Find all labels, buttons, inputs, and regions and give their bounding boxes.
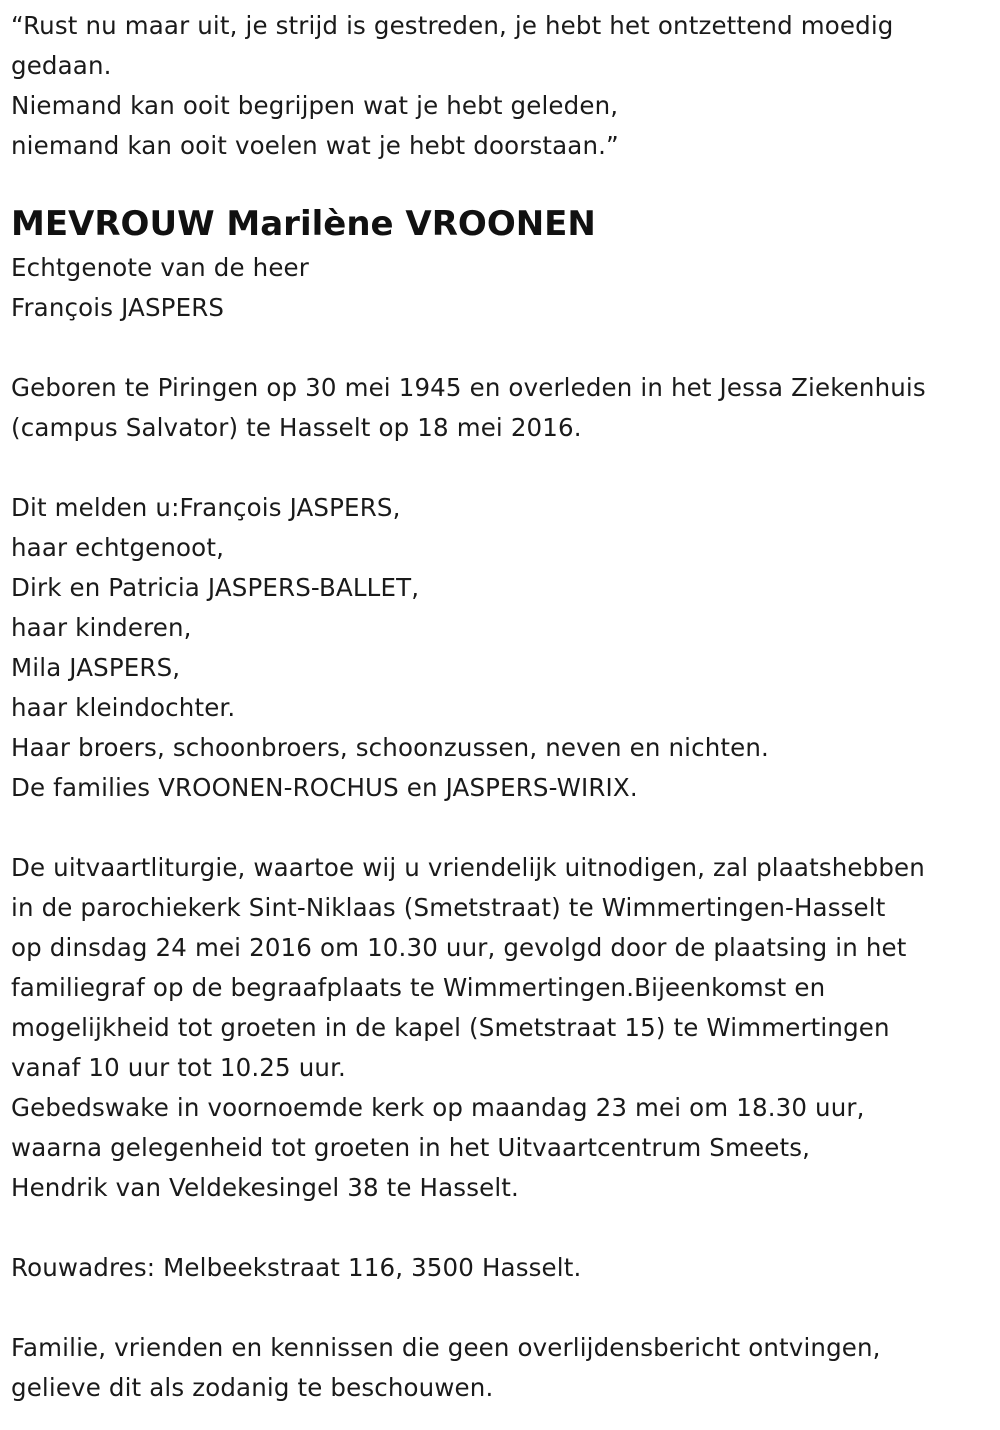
announcer-line: haar echtgenoot, bbox=[11, 533, 225, 562]
announcer-line: Dit melden u:François JASPERS, bbox=[11, 493, 401, 522]
ceremony-line: in de parochiekerk Sint-Niklaas (Smetstraat) te Wimmertingen-Hasselt bbox=[11, 893, 886, 922]
announcer-line: Haar broers, schoonbroers, schoonzussen, neven en nichten. bbox=[11, 733, 769, 762]
paragraph-gap bbox=[11, 1288, 996, 1328]
obituary-notice bbox=[11, 6, 996, 1408]
ceremony-line: mogelijkheid tot groeten in de kapel (Smetstraat 15) te Wimmertingen bbox=[11, 1013, 890, 1042]
quote-line: niemand kan ooit voelen wat je hebt doorstaan.” bbox=[11, 131, 619, 160]
ceremony-line: waarna gelegenheid tot groeten in het Uitvaartcentrum Smeets, bbox=[11, 1133, 811, 1162]
quote-line: Niemand kan ooit begrijpen wat je hebt geleden, bbox=[11, 91, 619, 120]
paragraph-gap bbox=[11, 808, 996, 848]
ceremony-line: Hendrik van Veldekesingel 38 te Hasselt. bbox=[11, 1173, 519, 1202]
address-block bbox=[11, 1248, 996, 1288]
announcer-line: Mila JASPERS, bbox=[11, 653, 181, 682]
ceremony-line: familiegraf op de begraafplaats te Wimmertingen.Bijeenkomst en bbox=[11, 973, 826, 1002]
closing-line: Familie, vrienden en kennissen die geen overlijdensbericht ontvingen, bbox=[11, 1333, 881, 1362]
mourning-address: Rouwadres: Melbeekstraat 116, 3500 Hasselt. bbox=[11, 1253, 582, 1282]
ceremony-line: op dinsdag 24 mei 2016 om 10.30 uur, gevolgd door de plaatsing in het bbox=[11, 933, 907, 962]
announcer-line: haar kinderen, bbox=[11, 613, 192, 642]
announcer-line: Dirk en Patricia JASPERS-BALLET, bbox=[11, 573, 420, 602]
closing-line: gelieve dit als zodanig te beschouwen. bbox=[11, 1373, 494, 1402]
quote-block bbox=[11, 6, 996, 166]
spouse-line: Echtgenote van de heer bbox=[11, 253, 309, 282]
quote-line: “Rust nu maar uit, je strijd is gestreden, je hebt het ontzettend moedig bbox=[11, 11, 894, 40]
birth-death-line: (campus Salvator) te Hasselt op 18 mei 2016. bbox=[11, 413, 582, 442]
birth-death-line: Geboren te Piringen op 30 mei 1945 en overleden in het Jessa Ziekenhuis bbox=[11, 373, 926, 402]
announcer-line: De families VROONEN-ROCHUS en JASPERS-WIRIX. bbox=[11, 773, 638, 802]
birth-death-block bbox=[11, 368, 996, 448]
ceremony-line: vanaf 10 uur tot 10.25 uur. bbox=[11, 1053, 346, 1082]
ceremony-line: De uitvaartliturgie, waartoe wij u vriendelijk uitnodigen, zal plaatshebben bbox=[11, 853, 925, 882]
quote-line: gedaan. bbox=[11, 51, 112, 80]
paragraph-gap bbox=[11, 448, 996, 488]
ceremony-block bbox=[11, 848, 996, 1208]
announcer-line: haar kleindochter. bbox=[11, 693, 236, 722]
announcers-block bbox=[11, 488, 996, 808]
ceremony-line: Gebedswake in voornoemde kerk op maandag 23 mei om 18.30 uur, bbox=[11, 1093, 865, 1122]
paragraph-gap bbox=[11, 1208, 996, 1248]
deceased-name-heading: MEVROUW Marilène VROONEN bbox=[11, 204, 596, 244]
closing-block bbox=[11, 1328, 996, 1408]
spouse-line: François JASPERS bbox=[11, 293, 225, 322]
spouse-block bbox=[11, 248, 996, 328]
paragraph-gap bbox=[11, 328, 996, 368]
